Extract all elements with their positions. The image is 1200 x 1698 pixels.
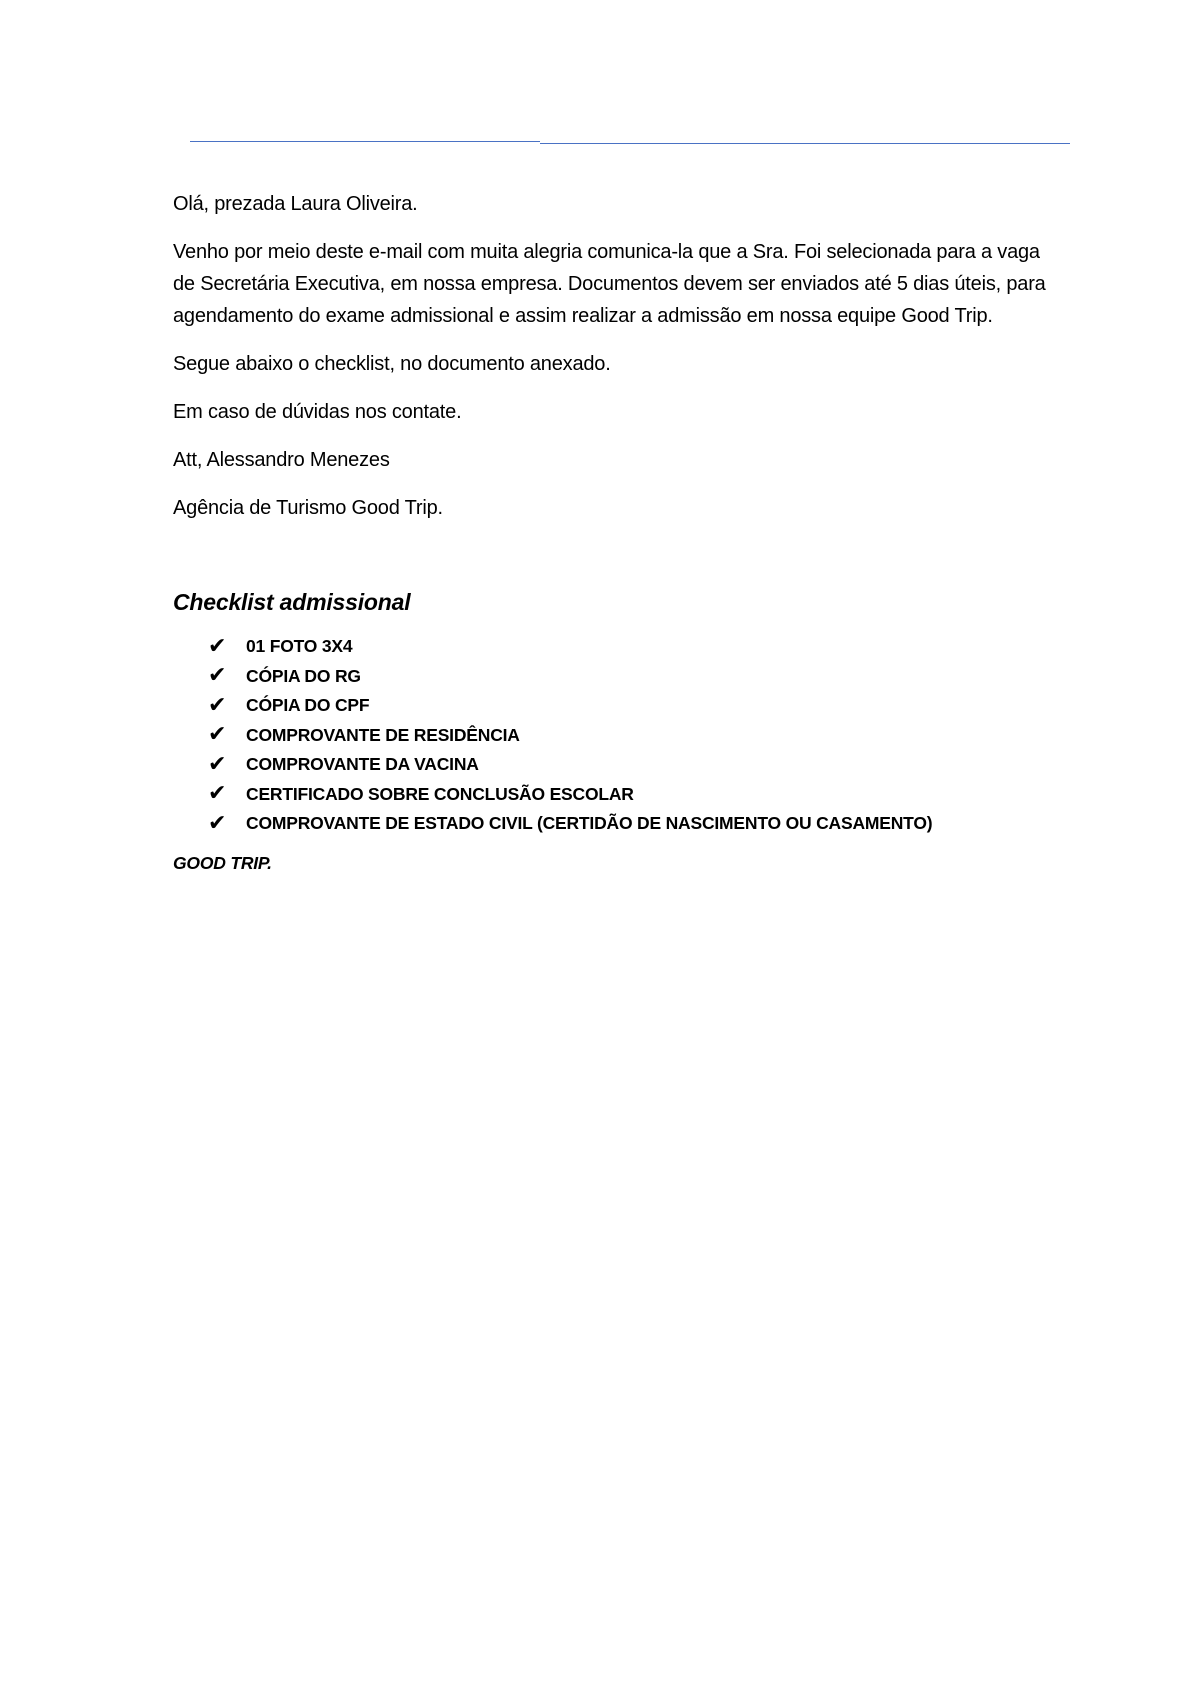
greeting: Olá, prezada Laura Oliveira. [173, 193, 418, 215]
checklist-item [208, 780, 1053, 810]
checklist-item [208, 750, 1053, 780]
checklist-item [208, 721, 1053, 751]
checklist-item [208, 691, 1053, 721]
checklist-item-label: COMPROVANTE DE ESTADO CIVIL (CERTIDÃO DE NASCIMENTO OU CASAMENTO) [246, 813, 933, 834]
check-mark-icon: ✔ [208, 663, 227, 689]
checklist-item [208, 809, 1053, 839]
signature: Att, Alessandro Menezes [173, 449, 390, 471]
footer-brand: GOOD TRIP. [173, 852, 272, 873]
checklist-item-label: 01 FOTO 3X4 [246, 636, 353, 657]
checklist-item [208, 632, 1053, 662]
checklist-item [208, 662, 1053, 692]
checklist [173, 632, 1053, 839]
checklist-note: Segue abaixo o checklist, no documento anexado. [173, 353, 611, 375]
check-mark-icon: ✔ [208, 633, 227, 659]
check-mark-icon: ✔ [208, 781, 227, 807]
check-mark-icon: ✔ [208, 751, 227, 777]
checklist-item-label: CÓPIA DO RG [246, 665, 361, 686]
letter-content [173, 188, 1053, 874]
checklist-item-label: COMPROVANTE DE RESIDÊNCIA [246, 724, 520, 745]
check-mark-icon: ✔ [208, 722, 227, 748]
contact-note: Em caso de dúvidas nos contate. [173, 401, 462, 423]
checklist-item-label: COMPROVANTE DA VACINA [246, 754, 479, 775]
check-mark-icon: ✔ [208, 692, 227, 718]
checklist-title: Checklist admissional [173, 589, 411, 615]
agency-name: Agência de Turismo Good Trip. [173, 497, 443, 519]
checklist-item-label: CÓPIA DO CPF [246, 695, 370, 716]
header-rule-right [540, 143, 1070, 144]
header-rule-left [190, 141, 540, 142]
checklist-item-label: CERTIFICADO SOBRE CONCLUSÃO ESCOLAR [246, 783, 634, 804]
check-mark-icon: ✔ [208, 810, 227, 836]
letter-body: Venho por meio deste e-mail com muita alegria comunica-la que a Sra. Foi selecionada para a vaga de Secretária Executiva, em nossa empresa. Documentos devem ser enviados até 5 dias úteis, para agendamento do exame admissional e assim realizar a admissão em nossa equipe Good Trip. [173, 241, 1046, 327]
